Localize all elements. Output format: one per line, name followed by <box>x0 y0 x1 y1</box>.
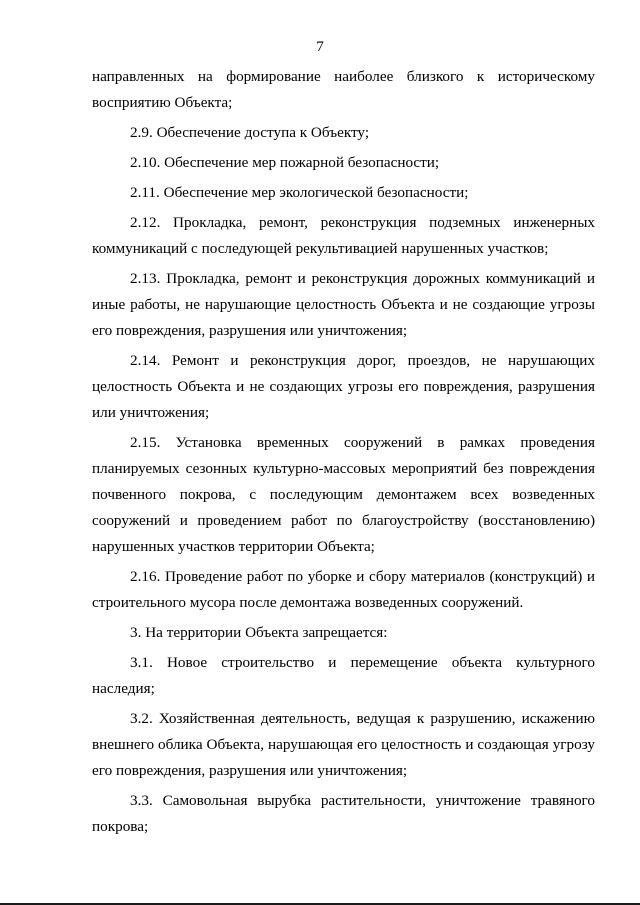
paragraph-3-heading: 3. На территории Объекта запрещается: <box>130 624 388 641</box>
paragraph-2-9: 2.9. Обеспечение доступа к Объекту; <box>130 124 370 141</box>
paragraph-2-16: 2.16. Проведение работ по уборке и сбору материалов (конструкций) и строительного мусора после демонтажа возведенных сооружений. <box>92 568 595 611</box>
paragraph-2-13: 2.13. Прокладка, ремонт и реконструкция дорожных коммуникаций и иные работы, не нарушающие целостность Объекта и не создающие угрозы его повреждения, разрушения или уничтожения; <box>92 270 595 339</box>
paragraph-2-12: 2.12. Прокладка, ремонт, реконструкция подземных инженерных коммуникаций с последующей рекультивацией нарушенных участков; <box>92 214 595 257</box>
paragraph-2-14: 2.14. Ремонт и реконструкция дорог, проездов, не нарушающих целостность Объекта и не создающих угрозы его повреждения, разрушения или уничтожения; <box>92 352 595 421</box>
paragraph-2-10: 2.10. Обеспечение мер пожарной безопасности; <box>130 154 440 171</box>
paragraph-3-2: 3.2. Хозяйственная деятельность, ведущая к разрушению, искажению внешнего облика Объекта, нарушающая его целостность и создающая угрозу его повреждения, разрушения или уничтожения; <box>92 710 595 779</box>
paragraph-2-11: 2.11. Обеспечение мер экологической безопасности; <box>130 184 469 201</box>
paragraph-continuation: направленных на формирование наиболее близкого к историческому восприятию Объекта; <box>92 68 595 111</box>
page-number: 7 <box>316 38 324 55</box>
paragraph-3-1: 3.1. Новое строительство и перемещение объекта культурного наследия; <box>92 654 595 697</box>
paragraph-3-3: 3.3. Самовольная вырубка растительности, уничтожение травяного покрова; <box>92 792 595 835</box>
paragraph-2-15: 2.15. Установка временных сооружений в рамках проведения планируемых сезонных культурно-массовых мероприятий без повреждения почвенного покрова, с последующим демонтажем всех возведенных сооружений и проведением работ по благоустройству (восстановлению) нарушенных участков территории Объекта; <box>92 434 595 555</box>
document-body <box>92 64 595 844</box>
